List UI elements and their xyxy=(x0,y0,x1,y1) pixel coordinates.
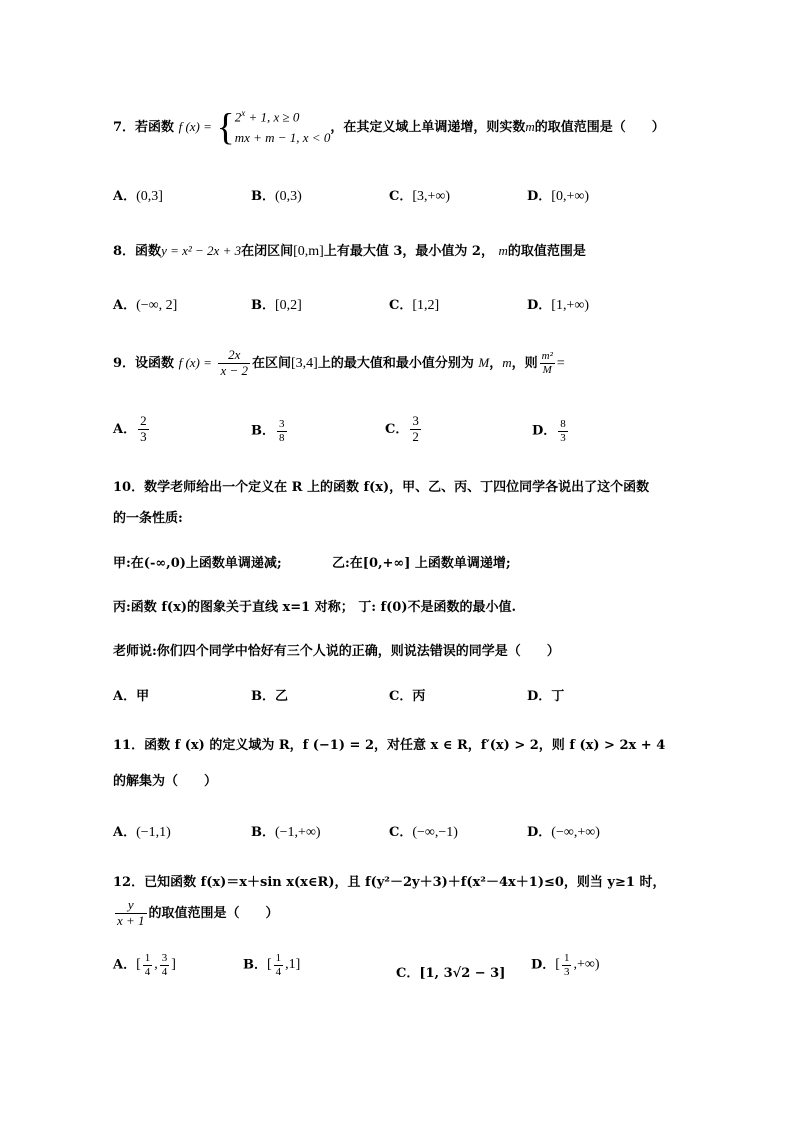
q9-stem xyxy=(113,348,565,379)
q9-interval: [3,4] xyxy=(291,355,318,371)
q9-eq: = xyxy=(556,355,565,371)
q10-line5: 老师说:你们四个同学中恰好有三个人说的正确，则说法错误的同学是（ ） xyxy=(113,644,560,659)
q8-mid: 在闭区间 xyxy=(241,244,294,259)
q8-option-d[interactable]: D．[1,+∞) xyxy=(527,298,589,313)
q7-pre: 若函数 xyxy=(135,119,175,135)
q9-option-a[interactable]: A． $\frac{2}{3}$ xyxy=(113,413,147,444)
q10-option-a[interactable]: A．甲 xyxy=(113,689,150,704)
q10-option-d[interactable]: D．丁 xyxy=(527,689,565,704)
q7-case2: mx + m − 1, x < 0 xyxy=(234,130,331,146)
q9-number: 9． xyxy=(113,355,136,371)
q7-fx: f (x) = xyxy=(178,118,212,134)
q10-line3a: 甲:在(-∞,0)上函数单调递减; xyxy=(113,556,282,571)
q9-option-b[interactable]: B． $\frac{3}{8}$ xyxy=(251,418,285,444)
q7-post: ，在其定义域上单调递增，则实数 xyxy=(330,119,526,135)
q10-option-c[interactable]: C．丙 xyxy=(389,689,426,704)
q12-option-b[interactable]: B．[ $\frac{1}{4}$ ,1] xyxy=(243,952,301,978)
q9-m: m xyxy=(502,354,512,370)
q8-var: m xyxy=(498,243,508,258)
q10-option-b[interactable]: B．乙 xyxy=(251,689,289,704)
q11-option-a[interactable]: A．(−1,1) xyxy=(113,825,171,840)
q7-number: 7． xyxy=(113,119,136,135)
q9-ratio: $\frac{\text{m²}}{M}$ xyxy=(541,350,553,376)
q9-fraction: $\frac{2x}{x - 2}$ xyxy=(220,347,248,378)
q12-option-a[interactable]: A．[ $\frac{1}{4}$ , $\frac{3}{4}$ ] xyxy=(113,952,176,978)
q9-fx: f (x) = xyxy=(178,354,212,370)
q8-option-c[interactable]: C．[1,2] xyxy=(389,298,440,313)
q9-M: M xyxy=(478,354,490,370)
q7-case1: $2^x + 1$, x ≥ 0 xyxy=(234,108,300,125)
q7-var: m xyxy=(525,118,535,134)
q8-post: 上有最大值 3，最小值为 2， xyxy=(323,244,494,259)
q11-option-d[interactable]: D．(−∞,+∞) xyxy=(527,825,600,840)
q10-line2: 的一条性质: xyxy=(113,511,183,526)
q12-line1: 12．已知函数 f(x)＝x＋sin x(x∈R)，且 f(y²－2y＋3)＋f(x²－4x＋1)≤0，则当 y≥1 时， xyxy=(113,875,666,890)
q7-post2: 的取值范围是（ ） xyxy=(534,119,665,135)
q7-option-a[interactable]: A．(0,3] xyxy=(113,189,163,204)
q9-option-d[interactable]: D． $\frac{8}{3}$ xyxy=(532,418,566,444)
q7-option-b[interactable]: B．(0,3) xyxy=(251,189,302,204)
q10-line1: 10．数学老师给出一个定义在 R 上的函数 f(x)，甲、乙、丙、丁四位同学各说出了这个函数 xyxy=(113,480,650,495)
q12-line2-post: 的取值范围是（ ） xyxy=(148,905,279,921)
q8-option-a[interactable]: A．(−∞, 2] xyxy=(113,298,178,313)
q9-mid: 在区间 xyxy=(251,355,291,371)
q9-post2: ，则 xyxy=(511,355,538,371)
q8-number: 8． xyxy=(113,244,136,259)
q9-option-c[interactable]: C． $\frac{3}{2}$ xyxy=(385,413,419,444)
q7-stem xyxy=(113,106,665,149)
q8-interval: [0,m] xyxy=(293,244,324,259)
q8-pre: 函数 xyxy=(135,244,162,259)
q8-post2: 的取值范围是 xyxy=(507,244,586,259)
q11-option-b[interactable]: B．(−1,+∞) xyxy=(251,825,321,840)
q11-option-c[interactable]: C．(−∞,−1) xyxy=(389,825,458,840)
q10-line4: 丙:函数 f(x)的图象关于直线 x=1 对称； 丁: f(0)不是函数的最小值. xyxy=(113,600,517,615)
q11-line2: 的解集为（ ） xyxy=(113,774,218,789)
q9-post: 上的最大值和最小值分别为 xyxy=(317,355,474,371)
q9-pre: 设函数 xyxy=(135,355,175,371)
q11-line1: 11．函数 f (x) 的定义域为 R，f (−1) = 2，对任意 x ∈ R，f′(x) > 2，则 f (x) > 2x + 4 xyxy=(113,738,666,753)
q12-fraction: $\frac{y}{x + 1}$ xyxy=(117,897,145,928)
q12-option-c[interactable]: C．[1, 3√2 − 3] xyxy=(396,966,506,981)
q12-line2 xyxy=(113,898,279,929)
q9-sep: ， xyxy=(489,355,503,371)
q7-option-c[interactable]: C．[3,+∞) xyxy=(389,189,451,204)
q8-option-b[interactable]: B．[0,2] xyxy=(251,298,302,313)
q7-option-d[interactable]: D．[0,+∞) xyxy=(527,189,589,204)
q8-stem xyxy=(113,240,586,260)
q7-brace: { xyxy=(216,106,235,149)
q12-option-d[interactable]: D．[ $\frac{1}{3}$ ,+∞) xyxy=(531,952,600,978)
q10-line3b: 乙:在[0,+∞] 上函数单调递增; xyxy=(332,556,511,571)
q8-expr: y = x² − 2x + 3 xyxy=(161,243,242,258)
q7-cases xyxy=(235,106,331,149)
